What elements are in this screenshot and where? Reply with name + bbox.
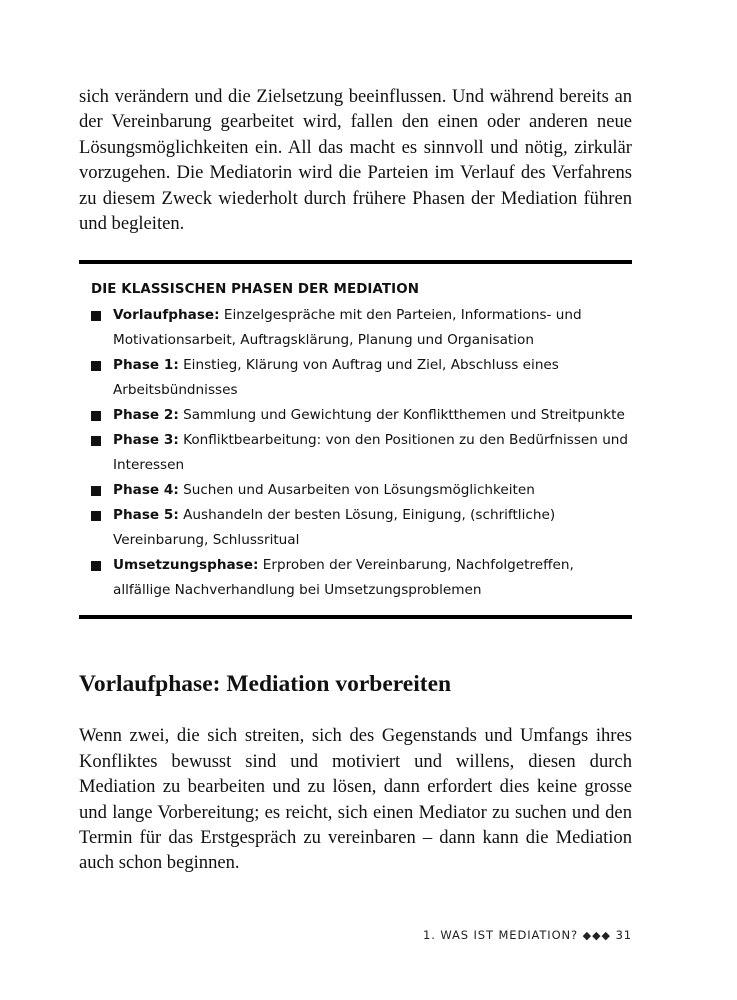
square-bullet-icon <box>91 561 101 571</box>
phases-box <box>79 260 632 619</box>
phase-text: Einstieg, Klärung von Auftrag und Ziel, Abschluss eines Arbeitsbündnisses <box>113 357 559 399</box>
phase-item <box>91 503 632 553</box>
phase-label: Phase 4: <box>113 482 179 499</box>
intro-paragraph: sich verändern und die Zielsetzung beeinflussen. Und während bereits an der Vereinbarung gearbeitet wird, fallen den einen oder anderen neue Lösungsmöglichkeiten ein. All das macht es sinnvoll und nötig, zirkulär vorzugehen. Die Mediatorin wird die Parteien im Verlauf des Verfahrens zu diesem Zweck wiederholt durch frühere Phasen der Mediation führen und begleiten. <box>79 86 632 235</box>
square-bullet-icon <box>91 361 101 371</box>
phase-label: Vorlaufphase: <box>113 307 220 324</box>
square-bullet-icon <box>91 311 101 321</box>
phases-list <box>91 303 632 603</box>
phase-text: Konfliktbearbeitung: von den Positionen zu den Bedürfnissen und Interessen <box>113 432 629 474</box>
phase-text: Sammlung und Gewichtung der Konfliktthemen und Streitpunkte <box>183 407 625 424</box>
phase-item <box>91 428 632 478</box>
phase-text: Aushandeln der besten Lösung, Einigung, (schriftliche) Vereinbarung, Schlussritual <box>113 507 556 549</box>
phase-item <box>91 553 632 603</box>
phase-text: Einzelgespräche mit den Parteien, Informations- und Motivationsarbeit, Auftragsklärung, Planung und Organisation <box>113 307 582 349</box>
page-number: 31 <box>615 928 632 942</box>
square-bullet-icon <box>91 411 101 421</box>
box-title: DIE KLASSISCHEN PHASEN DER MEDIATION <box>91 282 420 298</box>
box-bottom-rule <box>79 615 632 619</box>
phase-label: Phase 1: <box>113 357 179 374</box>
phase-item <box>91 353 632 403</box>
phase-item <box>91 478 632 503</box>
book-page <box>79 84 632 876</box>
phase-item <box>91 403 632 428</box>
section-paragraph: Wenn zwei, die sich streiten, sich des Gegenstands und Umfangs ihres Konfliktes bewusst sind und motiviert und willens, diesen durch Mediation zu bearbeiten und zu lösen, dann erfordert dies keine grosse und lange Vorbereitung; es reicht, sich einen Mediator zu suchen und den Termin für das Erstgespräch zu vereinbaren – dann kann die Mediation auch schon beginnen. <box>79 725 632 874</box>
square-bullet-icon <box>91 511 101 521</box>
section-heading: Vorlaufphase: Mediation vorbereiten <box>79 671 452 698</box>
phase-text: Erproben der Vereinbarung, Nachfolgetreffen, allfällige Nachverhandlung bei Umsetzungsproblemen <box>113 557 574 599</box>
square-bullet-icon <box>91 436 101 446</box>
phase-label: Phase 2: <box>113 407 179 424</box>
phase-text: Suchen und Ausarbeiten von Lösungsmöglichkeiten <box>183 482 535 499</box>
phase-item <box>91 303 632 353</box>
square-bullet-icon <box>91 486 101 496</box>
phase-label: Umsetzungsphase: <box>113 557 259 574</box>
running-footer <box>423 928 632 942</box>
diamond-ornament-icon: ◆◆◆ <box>582 929 611 942</box>
phase-label: Phase 3: <box>113 432 179 449</box>
footer-chapter: 1. WAS IST MEDIATION? <box>423 928 579 942</box>
phase-label: Phase 5: <box>113 507 179 524</box>
